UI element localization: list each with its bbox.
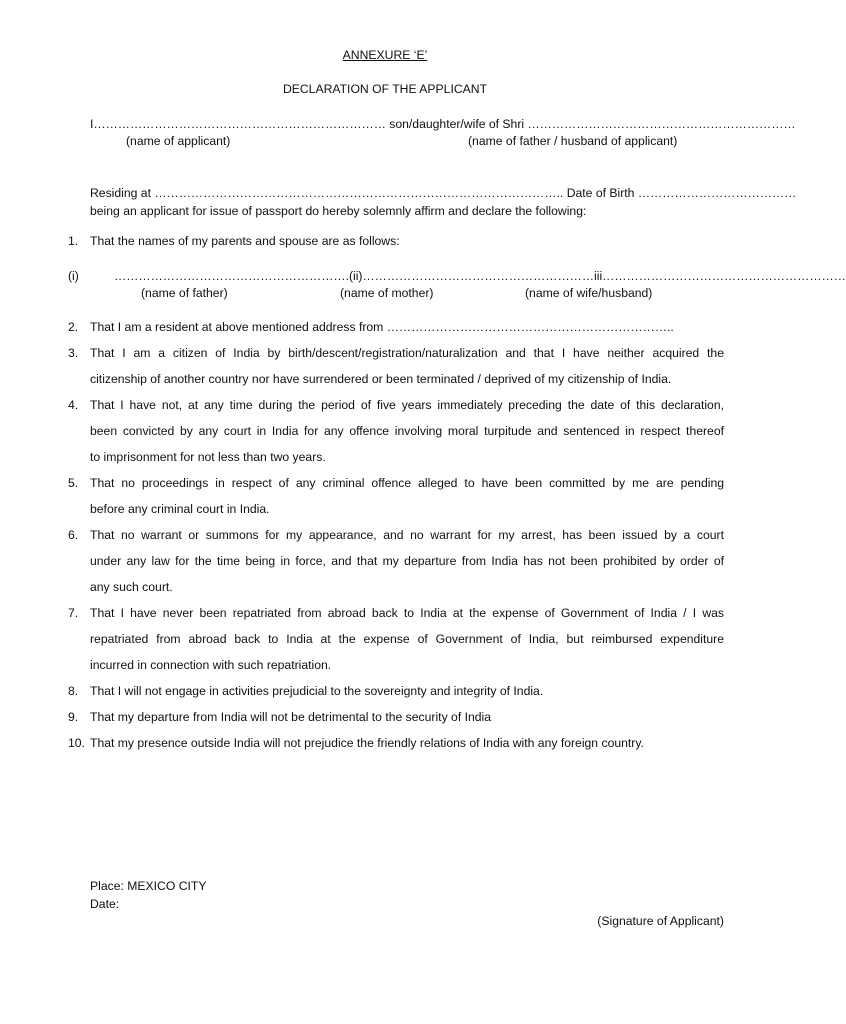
item-8-text: That I will not engage in activities prejudicial to the sovereignty and integrity of India. — [90, 684, 544, 698]
label-name-of-applicant: (name of applicant) — [126, 134, 231, 148]
names-dotted-line: ………………………………………………….(ii)…………………………………………………iii…………………………………………………… — [114, 269, 846, 283]
item-5-line-2: before any criminal court in India. — [90, 502, 270, 516]
item-4-line-3: to imprisonment for not less than two years. — [90, 450, 326, 464]
item-4-line-2: been convicted by any court in India for any offence involving moral turpitude and sentenced in respect thereof — [90, 424, 724, 438]
item-number: 10. — [68, 736, 85, 750]
item-number: 5. — [68, 476, 79, 490]
item-number: 4. — [68, 398, 79, 412]
item-1-text: That the names of my parents and spouse are as follows: — [90, 234, 400, 248]
item-4-line-1: That I have not, at any time during the period of five years immediately preceding the date of this declaration, — [90, 398, 724, 412]
item-6-line-2: under any law for the time being in force, and that my departure from India has not been prohibited by order of — [90, 554, 724, 568]
item-3-line-1: That I am a citizen of India by birth/descent/registration/naturalization and that I have neither acquired the — [90, 346, 724, 360]
item-number: 8. — [68, 684, 79, 698]
applicant-name-line: I……………………………………………………………… son/daughter/wife of Shri ………………………………………………………… — [90, 117, 796, 131]
item-number: 9. — [68, 710, 79, 724]
item-2-text: That I am a resident at above mentioned address from …………………………………………………………….. — [90, 320, 674, 334]
item-number: 3. — [68, 346, 79, 360]
item-6-line-1: That no warrant or summons for my appearance, and no warrant for my arrest, has been issued by a court — [90, 528, 724, 542]
item-3-line-2: citizenship of another country nor have surrendered or been terminated / deprived of my citizenship of India. — [90, 372, 672, 386]
item-9-text: That my departure from India will not be detrimental to the security of India — [90, 710, 492, 724]
label-name-of-mother: (name of mother) — [340, 286, 434, 300]
applicant-declaration-line: being an applicant for issue of passport do hereby solemnly affirm and declare the following: — [90, 204, 587, 218]
place-field: Place: MEXICO CITY — [90, 879, 207, 893]
item-10-text: That my presence outside India will not prejudice the friendly relations of India with any foreign country. — [90, 736, 644, 750]
item-7-line-3: incurred in connection with such repatriation. — [90, 658, 332, 672]
item-7-line-2: repatriated from abroad back to India at the expense of Government of India, but reimbursed expenditure — [90, 632, 724, 646]
residing-dob-line: Residing at ……………………………………………………………………………………….. Date of Birth ………………………………… — [90, 186, 797, 200]
date-field: Date: — [90, 897, 120, 911]
names-index-i: (i) — [68, 269, 79, 283]
document-title: DECLARATION OF THE APPLICANT — [282, 82, 488, 96]
signature-label: (Signature of Applicant) — [597, 914, 724, 928]
annexure-heading: ANNEXURE ‘E’ — [342, 48, 428, 62]
label-name-of-father: (name of father) — [141, 286, 228, 300]
item-number: 1. — [68, 234, 79, 248]
item-5-line-1: That no proceedings in respect of any criminal offence alleged to have been committed by me are pending — [90, 476, 724, 490]
item-7-line-1: That I have never been repatriated from abroad back to India at the expense of Government of India / I was — [90, 606, 724, 620]
item-number: 2. — [68, 320, 79, 334]
label-name-of-wife-husband: (name of wife/husband) — [525, 286, 653, 300]
label-name-of-father-husband: (name of father / husband of applicant) — [468, 134, 678, 148]
item-6-line-3: any such court. — [90, 580, 173, 594]
item-number: 6. — [68, 528, 79, 542]
item-number: 7. — [68, 606, 79, 620]
